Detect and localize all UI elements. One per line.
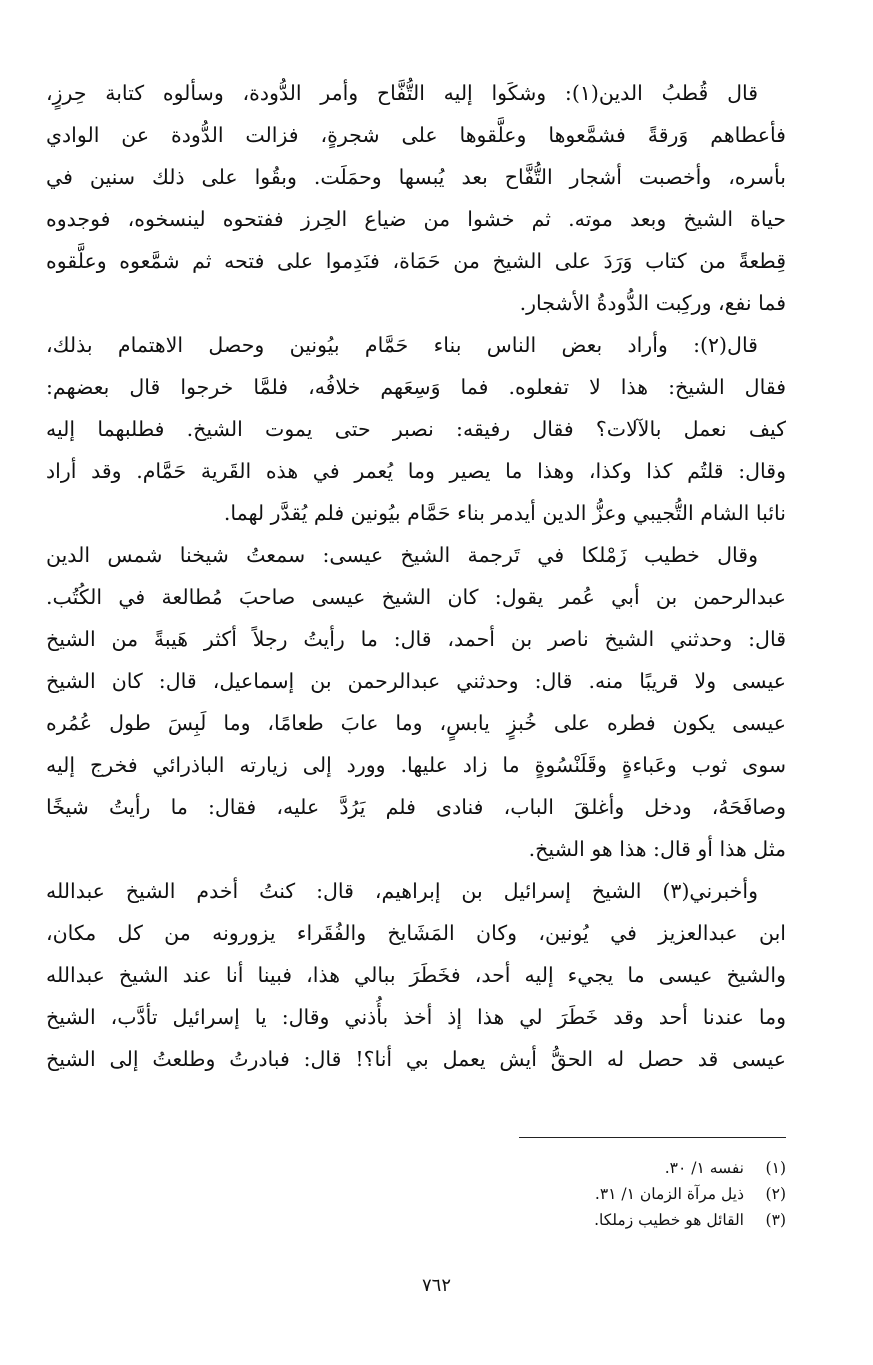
footnote-number: (٣) — [765, 1211, 786, 1229]
footnote-text: نفسه ١/ ٣٠. — [664, 1159, 744, 1177]
text-line: وقال: قلتُم كذا وكذا، وهذا ما يصير وما يُعمر في هذه القَرية حَمَّام. وقد أراد — [46, 459, 786, 483]
text-line: حياة الشيخ وبعد موته. ثم خشوا من ضياع الحِرز ففتحوه لينسخوه، فوجدوه — [46, 207, 786, 231]
footnote-text: ذيل مرآة الزمان ١/ ٣١. — [594, 1185, 744, 1203]
text-line: فما نفع، وركِبت الدُّودةُ الأشجار. — [519, 291, 786, 315]
text-line: كيف نعمل بالآلات؟ فقال رفيقه: نصبر حتى يموت الشيخ. فطلبهما إليه — [46, 417, 786, 441]
footnote — [386, 1207, 786, 1233]
footnote — [386, 1181, 786, 1207]
footnote-number: (٢) — [765, 1185, 786, 1203]
text-line: ابن عبدالعزيز في يُونين، وكان المَشَايخ والفُقَراء يزورونه من كل مكان، — [46, 921, 786, 945]
text-line: وأخبرني(٣) الشيخ إسرائيل بن إبراهيم، قال: كنتُ أخدم الشيخ عبدالله — [46, 879, 758, 903]
footnote-text: القائل هو خطيب زملكا. — [594, 1211, 744, 1229]
text-line: والشيخ عيسى ما يجيء إليه أحد، فخَطَرَ ببالي هذا، فبينا أنا عند الشيخ عبدالله — [46, 963, 786, 987]
text-line: وصافَحَهُ، ودخل وأغلقَ الباب، فنادى فلم يَرُدَّ عليه، فقال: ما رأيتُ شيخًا — [46, 795, 786, 819]
text-line: مثل هذا أو قال: هذا هو الشيخ. — [528, 837, 786, 861]
text-line: نائبا الشام التُّجيبي وعزُّ الدين أيدمر بناء حَمَّام بيُونين فلم يُقدَّر لهما. — [223, 501, 786, 525]
footnote-divider — [519, 1137, 786, 1138]
text-line: عيسى ولا قريبًا منه. قال: وحدثني عبدالرحمن بن إسماعيل، قال: كان الشيخ — [46, 669, 786, 693]
text-line: وقال خطيب زَمْلكا في تَرجمة الشيخ عيسى: سمعتُ شيخنا شمس الدين — [46, 543, 758, 567]
footnote — [386, 1155, 786, 1181]
text-line: قال(٢): وأراد بعض الناس بناء حَمَّام بيُونين وحصل الاهتمام بذلك، — [46, 333, 758, 357]
text-line: عيسى قد حصل له الحقُّ أيش يعمل بي أنا؟! قال: فبادرتُ وطلعتُ إلى الشيخ — [46, 1047, 786, 1071]
footnote-number: (١) — [765, 1159, 786, 1177]
page-body — [46, 72, 786, 1080]
text-line: فأعطاهم وَرقةً فشمَّعوها وعلَّقوها على شجرةٍ، فزالت الدُّودة عن الوادي — [46, 123, 786, 147]
page-number: ٧٦٢ — [421, 1275, 451, 1296]
text-line: عبدالرحمن بن أبي عُمر يقول: كان الشيخ عيسى صاحبَ مُطالعة في الكُتُب. — [46, 585, 786, 609]
text-line: قال قُطبُ الدين(١): وشكَوا إليه التُّفَّاح وأمر الدُّودة، وسألوه كتابة حِرزٍ، — [46, 81, 759, 105]
text-line: سوى ثوب وعَباءةٍ وقَلَنْسُوةٍ ما زاد عليها. وورد إلى زيارته الباذرائي فخرج إليه — [46, 753, 786, 777]
text-line: وما عندنا أحد وقد خَطَرَ لي هذا إذ أخذ بأُذني وقال: يا إسرائيل تأدَّب، الشيخ — [46, 1005, 786, 1029]
footnotes — [386, 1155, 786, 1233]
text-line: بأسره، وأخصبت أشجار التُّفَّاح بعد يُبسها وحمَلَت. وبقُوا على ذلك سنين في — [46, 165, 786, 189]
text-line: قِطعةً من كتاب وَرَدَ على الشيخ من حَمَاة، فنَدِموا على فتحه ثم شمَّعوه وعلَّقوه — [46, 249, 786, 273]
text-line: فقال الشيخ: هذا لا تفعلوه. فما وَسِعَهم خلافُه، فلمَّا خرجوا قال بعضهم: — [46, 375, 786, 399]
text-line: عيسى يكون فطره على خُبزٍ يابسٍ، وما عابَ طعامًا، وما لَبِسَ طول عُمُره — [46, 711, 786, 735]
text-line: قال: وحدثني الشيخ ناصر بن أحمد، قال: ما رأيتُ رجلاً أكثر هَيبةً من الشيخ — [46, 627, 786, 651]
